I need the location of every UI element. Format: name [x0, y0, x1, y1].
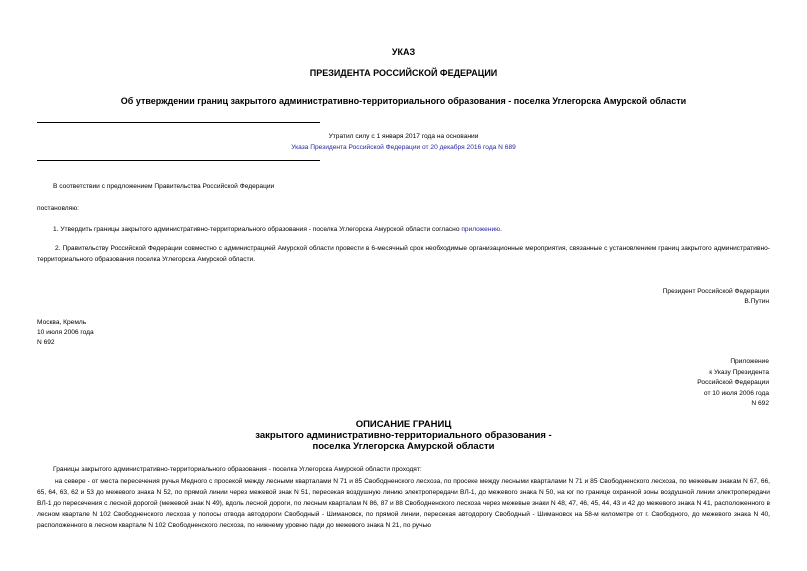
description-north: на севере - от места пересечения ручья Медного с просекой между лесными кварталами N 71 и 85 Свободненского лесхоза, по просеке между лесными кварталами N 71 и 85 Свободненского лесхоза, по межевым знакам N 67, 66, 65, 64, 63, 62 и 53 до межевого знака N 52, по прямой линии через межевой знак N 51, пересекая воздушную линию электропередачи ВЛ-1, до межевого знака N 50, на юг по границе охранной зоны воздушной линии электропередачи ВЛ-1 до пересечения с лесной дорогой (межевой знак N 49), вдоль лесной дороги, по лесным кварталам N 86, 87 и 88 Свободненского лесхоза через межевые знаки N 48, 47, 46, 45, 44, 43 и 42 до межевого знака N 41, расположенного в лесном квартале N 102 Свободненского лесхоза у полосы отвода автодороги Свободный - Шимановск, по прямой линии, пересекая автодорогу Свободный - Шимановск на 58-м километре от г. Свободного, до межевого знака N 40, расположенного в лесном квартале N 102 Свободненского лесхоза, по нижнему уровню пади до межевого знака N 21, по ручью [37, 478, 770, 529]
description-title: ОПИСАНИЕ ГРАНИЦ [355, 419, 452, 430]
divider-bottom [37, 160, 320, 161]
appendix-line-4: от 10 июля 2006 года [703, 390, 769, 397]
appendix-line-1: Приложение [730, 358, 769, 365]
appendix-line-5: N 692 [751, 400, 769, 407]
description-line-3: поселка Углегорска Амурской области [312, 441, 495, 452]
item-1-text: 1. Утвердить границы закрытого административно-территориального образования - поселка Углегорска Амурской области согласно [53, 226, 460, 233]
description-line-2: закрытого административно-территориального образования - [255, 430, 552, 441]
appendix-line-2: к Указу Президента [709, 369, 769, 376]
item-1-end: . [500, 226, 502, 233]
decree-number: N 692 [37, 339, 55, 346]
description-intro: Границы закрытого административно-территориального образования - поселка Углегорска Амурской области проходят: [53, 466, 422, 473]
document-heading: Об утверждении границ закрытого административно-территориального образования - поселка Углегорска Амурской области [120, 96, 687, 106]
place: Москва, Кремль [37, 319, 87, 326]
item-2: 2. Правительству Российской Федерации совместно с администрацией Амурской области провести в 6-месячный срок необходимые организационные мероприятия, связанные с установлением границ закрытого административно-территориального образования поселка Углегорска Амурской области. [37, 245, 770, 263]
divider-top [37, 122, 320, 123]
appendix-link[interactable]: приложению [461, 226, 501, 233]
appendix-line-3: Российской Федерации [697, 379, 769, 386]
status-note-line [0, 143, 807, 153]
preamble: В соответствии с предложением Правительства Российской Федерации [53, 183, 275, 190]
date: 10 июля 2006 года [37, 329, 94, 336]
status-note-text: Утратил силу с 1 января 2017 года на основании [328, 133, 479, 140]
item-1 [53, 225, 502, 235]
signature-title: Президент Российской Федерации [662, 288, 769, 295]
decree-word: постановляю: [37, 205, 80, 212]
signature-name: В.Путин [744, 298, 769, 305]
document-title: УКАЗ [391, 47, 416, 57]
document-subtitle: ПРЕЗИДЕНТА РОССИЙСКОЙ ФЕДЕРАЦИИ [309, 68, 498, 78]
repeal-decree-link[interactable]: Указа Президента Российской Федерации от 20 декабря 2016 года N 689 [291, 144, 516, 151]
